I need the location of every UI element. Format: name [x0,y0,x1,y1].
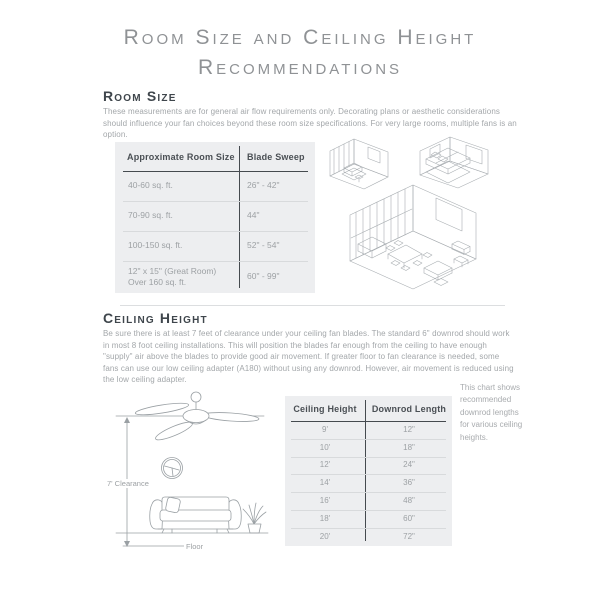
table-cell: 60" [403,513,415,523]
column-header-downrod-length: Downrod Length [371,403,447,414]
clock-icon [162,458,183,479]
room-size-table [115,142,315,293]
table-cell: 9' [322,424,328,434]
table-cell: 70-90 sq. ft. [128,210,173,221]
column-header-blade-sweep: Blade Sweep [247,151,305,162]
table-cell: 24" [403,460,415,470]
clearance-label: 7' Clearance [107,479,149,488]
cell-line2: Over 160 sq. ft. [128,277,187,287]
page-title-line1: Room Size and Ceiling Height [123,26,477,49]
ceiling-fan-icon [135,392,260,443]
floor-label: Floor [186,542,204,551]
downrod-chart-note: This chart shows recommended downrod lengths for various ceiling heights. [460,383,523,442]
table-cell: 44" [247,210,260,221]
table-cell: 72" [403,531,415,541]
table-cell: 48" [403,495,415,505]
table-cell [128,261,234,293]
ceiling-height-description: Be sure there is at least 7 feet of clearance under your ceiling fan blades. The standard 6" downrod should work in most 8 foot ceiling installations. This will position the blades far enough from the ceiling to have enough "supply" air above the blades to provide good air movement. If greater floor to fan clearance is needed, some fans can use our low ceiling adapter (A180) without using any downrod. However, air movement is reduced using the low ceiling adapter. [103,329,514,385]
table-cell: 16' [319,495,331,505]
downrod-table [285,396,452,546]
table-cell: 52" - 54" [247,240,280,251]
table-cell: 20' [319,531,331,541]
section-divider [120,305,505,306]
table-cell: 12" [403,424,415,434]
table-cell: 12' [319,460,331,470]
table-cell: 60" - 99" [247,271,280,282]
table-cell: 100-150 sq. ft. [128,240,183,251]
ceiling-height-heading: Ceiling Height [103,310,208,326]
table-cell: 18" [403,442,415,452]
fan-clearance-diagram [100,388,285,588]
page-title-line2: Recommendations [197,56,403,79]
sofa-icon [150,497,242,533]
table-cell: 26" - 42" [247,180,280,191]
room-size-heading: Room Size [103,88,177,104]
room-size-description: These measurements are for general air flow requirements only. Decorating plans or aesthetic considerations should influence your fan choices beyond these room size specifications. For very large rooms, multiple fans is an option. [103,107,517,140]
column-header-room-size: Approximate Room Size [127,151,235,162]
table-cell: 36" [403,477,415,487]
table-cell: 40-60 sq. ft. [128,180,173,191]
table-cell: 18' [319,513,331,523]
table-cell: 10' [319,442,331,452]
column-header-ceiling-height: Ceiling Height [293,403,357,414]
table-cell: 14' [319,477,331,487]
isometric-rooms-illustration [328,132,512,302]
plant-icon [243,503,266,533]
cell-line1: 12" x 15" (Great Room) [128,265,217,276]
table-column-divider [239,146,240,288]
